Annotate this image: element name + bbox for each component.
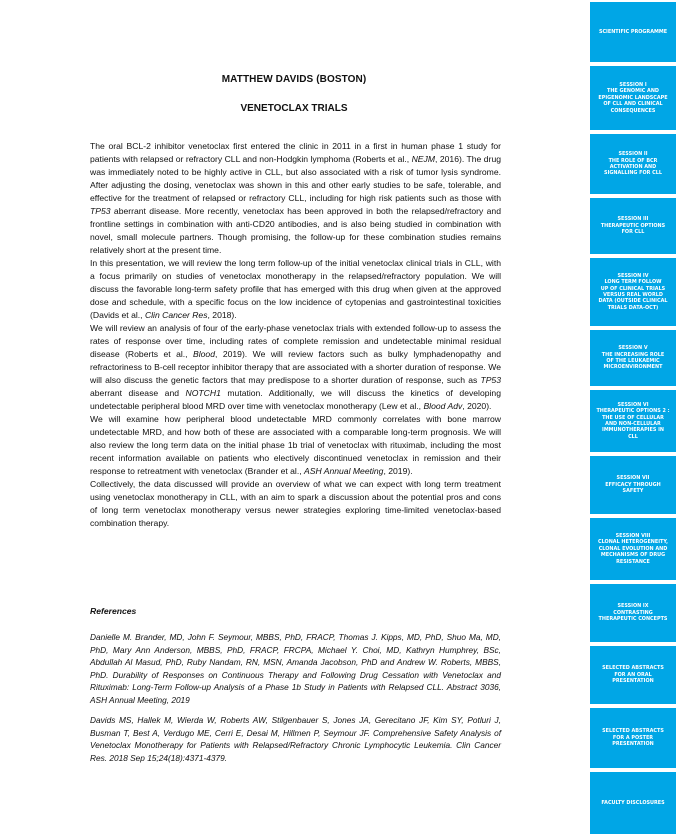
abstract-body — [90, 140, 501, 530]
nav-scientific-programme[interactable] — [590, 2, 676, 62]
text-run: , 2019). — [383, 466, 413, 476]
nav-session-5[interactable] — [590, 330, 676, 386]
text-run: We will review an analysis of four of the early-phase venetoclax trials with extended follow-up to assess the rates of response over time, including rates of complete remission and undetectable minimal residual disease (Roberts et al., — [90, 323, 501, 359]
italic-term: NEJM — [411, 154, 435, 164]
body-paragraph — [90, 140, 501, 257]
nav-abstracts-oral[interactable] — [590, 646, 676, 704]
nav-session-1[interactable] — [590, 66, 676, 130]
nav-session-4[interactable] — [590, 258, 676, 326]
nav-label: SESSION V THE INCREASING ROLE OF THE LEUKAEMIC MICROENVIRONMENT — [601, 345, 665, 371]
nav-label: SELECTED ABSTRACTS FOR A POSTER PRESENTATION — [602, 728, 664, 748]
body-paragraph — [90, 257, 501, 322]
italic-term: Clin Cancer Res — [144, 310, 208, 320]
nav-session-8[interactable] — [590, 518, 676, 580]
nav-label: SESSION III THERAPEUTIC OPTIONS FOR CLL — [600, 216, 666, 236]
nav-label: SESSION VII EFFICACY THROUGH SAFETY — [605, 475, 661, 495]
text-run: , 2018). — [207, 310, 237, 320]
text-run: In this presentation, we will review the long term follow-up of the initial venetoclax clinical trials in CLL, with a focus primarily on studies of venetoclax monotherapy in the relapsed/refractory population. We will discuss the favorable long-term safety profile that has emerged with this drug when given at the approved dose and schedule, with a specific focus on the low incidence of cytopenias and gastrointestinal toxicities (Davids et al., — [90, 258, 501, 320]
text-run: , 2016). The drug was immediately noted to be highly active in CLL, but also associated with a risk of tumor lysis syndrome. After adjusting the dosing, venetoclax was shown in this and other early studies to be safe, tolerable, and effective for the treatment of relapsed or refractory CLL, including for high risk patients such as those with — [90, 154, 501, 203]
nav-label: SELECTED ABSTRACTS FOR AN ORAL PRESENTATION — [602, 665, 664, 685]
italic-term: ASH Annual Meeting — [304, 466, 384, 476]
nav-label: FACULTY DISCLOSURES — [601, 799, 665, 806]
nav-session-2[interactable] — [590, 134, 676, 194]
italic-term: TP53 — [480, 375, 501, 385]
body-paragraph — [90, 322, 501, 413]
nav-label: SESSION IX CONTRASTING THERAPEUTIC CONCEPTS — [598, 603, 668, 623]
text-run: aberrant disease and — [90, 388, 186, 398]
body-paragraph — [90, 478, 501, 530]
nav-label: SESSION II THE ROLE OF BCR ACTIVATION AND SIGNALLING FOR CLL — [604, 151, 662, 177]
talk-title: VENETOCLAX TRIALS — [240, 103, 348, 114]
reference-2: Davids MS, Hallek M, Wierda W, Roberts AW, Stilgenbauer S, Jones JA, Gerecitano JF, Kim SY, Potluri J, Busman T, Best A, Verdugo ME, Cerri E, Desai M, Hillmen P, Seymour JF. Comprehensive Safety Analysis of Venetoclax Monotherapy for Patients with Relapsed/Refractory Chronic Lymphocytic Leukemia. Clin Cancer Res. 2018 Sep 15;24(18):4371-4379. — [90, 715, 501, 763]
nav-label: SESSION VIII CLONAL HETEROGENEITY, CLONAL EVOLUTION AND MECHANISMS OF DRUG RESISTANCE — [598, 532, 668, 565]
nav-label: SESSION I THE GENOMIC AND EPIGENOMIC LANDSCAPE OF CLL AND CLINICAL CONSEQUENCES — [598, 81, 668, 114]
italic-term: Blood — [193, 349, 215, 359]
nav-session-9[interactable] — [590, 584, 676, 642]
nav-session-6[interactable] — [590, 390, 676, 452]
author-heading: MATTHEW DAVIDS (BOSTON) — [221, 74, 367, 85]
text-run: mutation. Additionally, we will discuss the kinetics of developing undetectable peripheral blood MRD over time with venetoclax monotherapy (Lew et al., — [90, 388, 501, 411]
text-run: The oral BCL-2 inhibitor venetoclax first entered the clinic in 2011 in a first in human phase 1 study for patients with relapsed or refractory CLL and non-Hodgkin lymphoma (Roberts et al., — [90, 141, 501, 164]
nav-label: SCIENTIFIC PROGRAMME — [598, 28, 668, 35]
text-run: aberrant disease. More recently, venetoclax has been approved in both the relapsed/refractory and frontline settings in combination with anti-CD20 antibodies, and is also being studied in combination with novel, small molecule partners. Though promising, the follow-up for these combination studies remains relatively short at the present time. — [90, 206, 501, 255]
nav-label: SESSION IV LONG TERM FOLLOW UP OF CLINICAL TRIALS VERSUS REAL WORLD DATA (OUTSIDE CLINICAL TRIALS DATA-OCT) — [598, 272, 668, 311]
nav-label: SESSION VI THERAPEUTIC OPTIONS 2 : THE USE OF CELLULAR AND NON-CELLULAR IMMUNOTHERAPIES IN CLL — [596, 401, 670, 440]
text-run: Collectively, the data discussed will provide an overview of what we can expect with long term treatment using venetoclax monotherapy in CLL, with an aim to spark a discussion about the potential pros and cons of long term venetoclax monotherapy versus newer strategies exploring time-limited venetoclax-based combination therapy. — [90, 479, 501, 528]
nav-session-7[interactable] — [590, 456, 676, 514]
references-heading: References — [90, 606, 137, 616]
reference-1: Danielle M. Brander, MD, John F. Seymour, MBBS, PhD, FRACP, Thomas J. Kipps, MD, PhD, Shuo Ma, MD, PhD, Mary Ann Anderson, MBBS, PhD, FRACP, FRCPA, Michael Y. Choi, MD, Kathryn Humphrey, BSc, Abdullah Al Masud, PhD, Ruby Nandam, RN, MSN, Amanda Jacobson, PhD and Andrew W. Roberts, MBBS, PhD. Durability of Responses on Continuous Therapy and Following Drug Cessation with Venetoclax and Rituximab: Long-Term Follow-up Analysis of a Phase 1b Study in Patients with Relapsed CLL. Abstract 3036, ASH Annual Meeting, 2019 — [90, 632, 501, 705]
session-sidebar — [588, 0, 676, 836]
italic-term: TP53 — [90, 206, 111, 216]
nav-session-3[interactable] — [590, 198, 676, 254]
italic-term: NOTCH1 — [185, 388, 221, 398]
body-paragraph — [90, 413, 501, 478]
italic-term: Blood Adv — [423, 401, 463, 411]
nav-abstracts-poster[interactable] — [590, 708, 676, 768]
text-run: , 2020). — [462, 401, 492, 411]
nav-faculty-disclosures[interactable] — [590, 772, 676, 834]
text-run: We will examine how peripheral blood undetectable MRD commonly correlates with bone marrow undetectable MRD, and how both of these are associated with a comparable long-term prognosis. We will also review the long term data on the initial phase 1b trial of venetoclax with rituximab, including the most recent information available on patients who electively discontinued venetoclax in remission and their response to retreatment with venetoclax (Brander et al., — [90, 414, 501, 476]
text-run: , 2019). We will review factors such as bulky lymphadenopathy and refractoriness to B-cell receptor inhibitor therapy that are associated with a shorter duration of response. We will also discuss the genetic factors that may predispose to a shorter duration of response, such as — [90, 349, 501, 385]
